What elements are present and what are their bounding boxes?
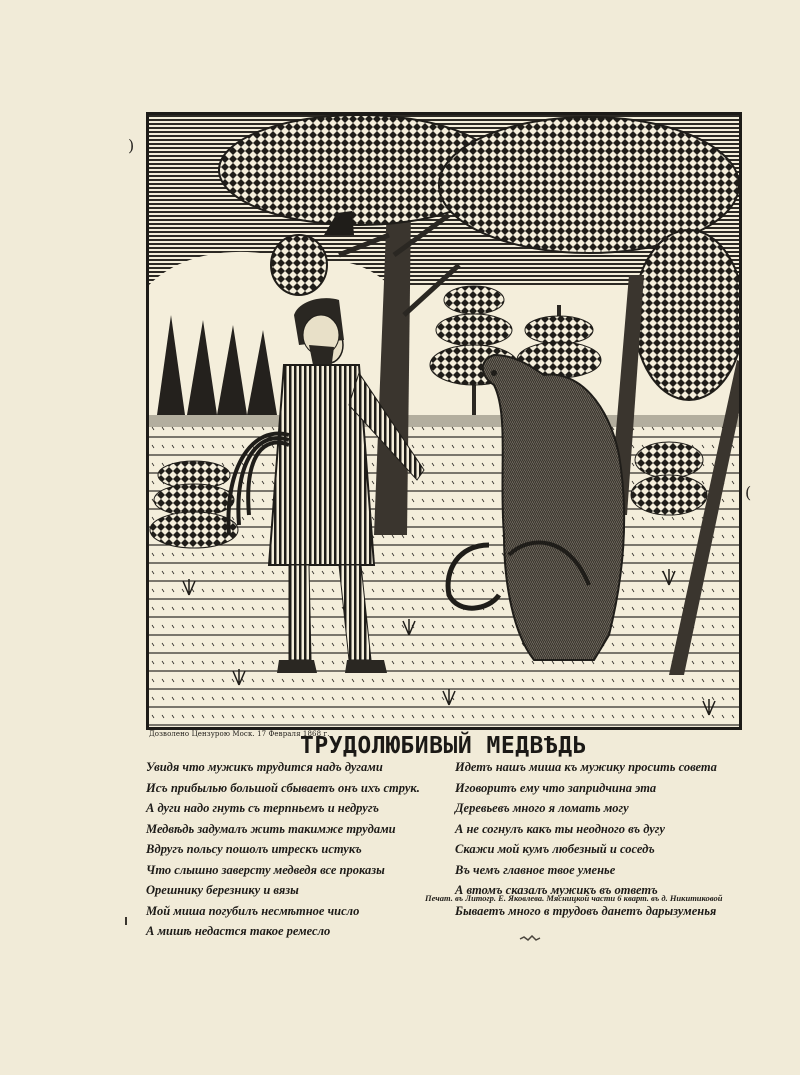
verse-line: Что слышно заверсту медведя все проказы: [146, 862, 385, 877]
illustration-artwork: [149, 115, 739, 727]
verse-line: А мишѣ недастся такое ремесло: [146, 924, 331, 938]
verse-line: Мой миша погубилъ несмѣтное число: [146, 903, 360, 918]
verse-line: А дуги надо гнуть съ терпньемъ и недругъ: [146, 801, 380, 815]
verse-line: Орешнику березнику и вязы: [146, 883, 299, 897]
print-title: ТРУДОЛЮБИВЫЙ МЕДВѢДЬ: [300, 733, 587, 759]
printer-imprint-line: Печат. въ Литогр. Е. Яковлева. Мясницкой части 6 кварт. въ д. Никитиковой: [425, 893, 723, 903]
ink-smudge: [518, 935, 544, 943]
censorship-approval-line: Дозволено Цензурою Моск. 17 Февраля 1868 г.: [149, 730, 330, 738]
lubok-illustration: [146, 112, 742, 730]
page-edge-mark-right: (: [745, 483, 752, 502]
verse-line: Увидя что мужикъ трудится надъ дугами: [146, 760, 383, 774]
verse-line: Идетъ нашъ миша къ мужику просить совета: [455, 760, 717, 774]
verse-line: Деревьевъ много я ломать могу: [455, 801, 629, 815]
verse-line: Бываетъ много в трудовъ данетъ дарызуменья: [455, 903, 717, 918]
verse-line: Скажи мой кумъ любезный и соседъ: [455, 842, 655, 856]
verse-line: Медвѣдь задумалъ жить такимже трудами: [146, 821, 396, 836]
verse-line: А не согнулъ какъ ты неодного въ дугу: [455, 821, 665, 836]
margin-tick-mark: [125, 917, 127, 925]
verse-line: Иговоритъ ему что запридчина эта: [455, 780, 657, 795]
verse-line: А втомъ сказалъ мужикъ въ ответъ: [455, 883, 658, 897]
verse-line: Вдругъ польсу пошолъ итрескъ истукъ: [146, 842, 362, 856]
verse-column-left: [146, 757, 420, 942]
page-edge-mark-left: ): [128, 136, 135, 155]
verse-line: Въ чемъ главное твое уменье: [455, 862, 616, 877]
verse-line: Исъ прибылью большой сбываетъ онъ ихъ струк.: [146, 780, 420, 795]
